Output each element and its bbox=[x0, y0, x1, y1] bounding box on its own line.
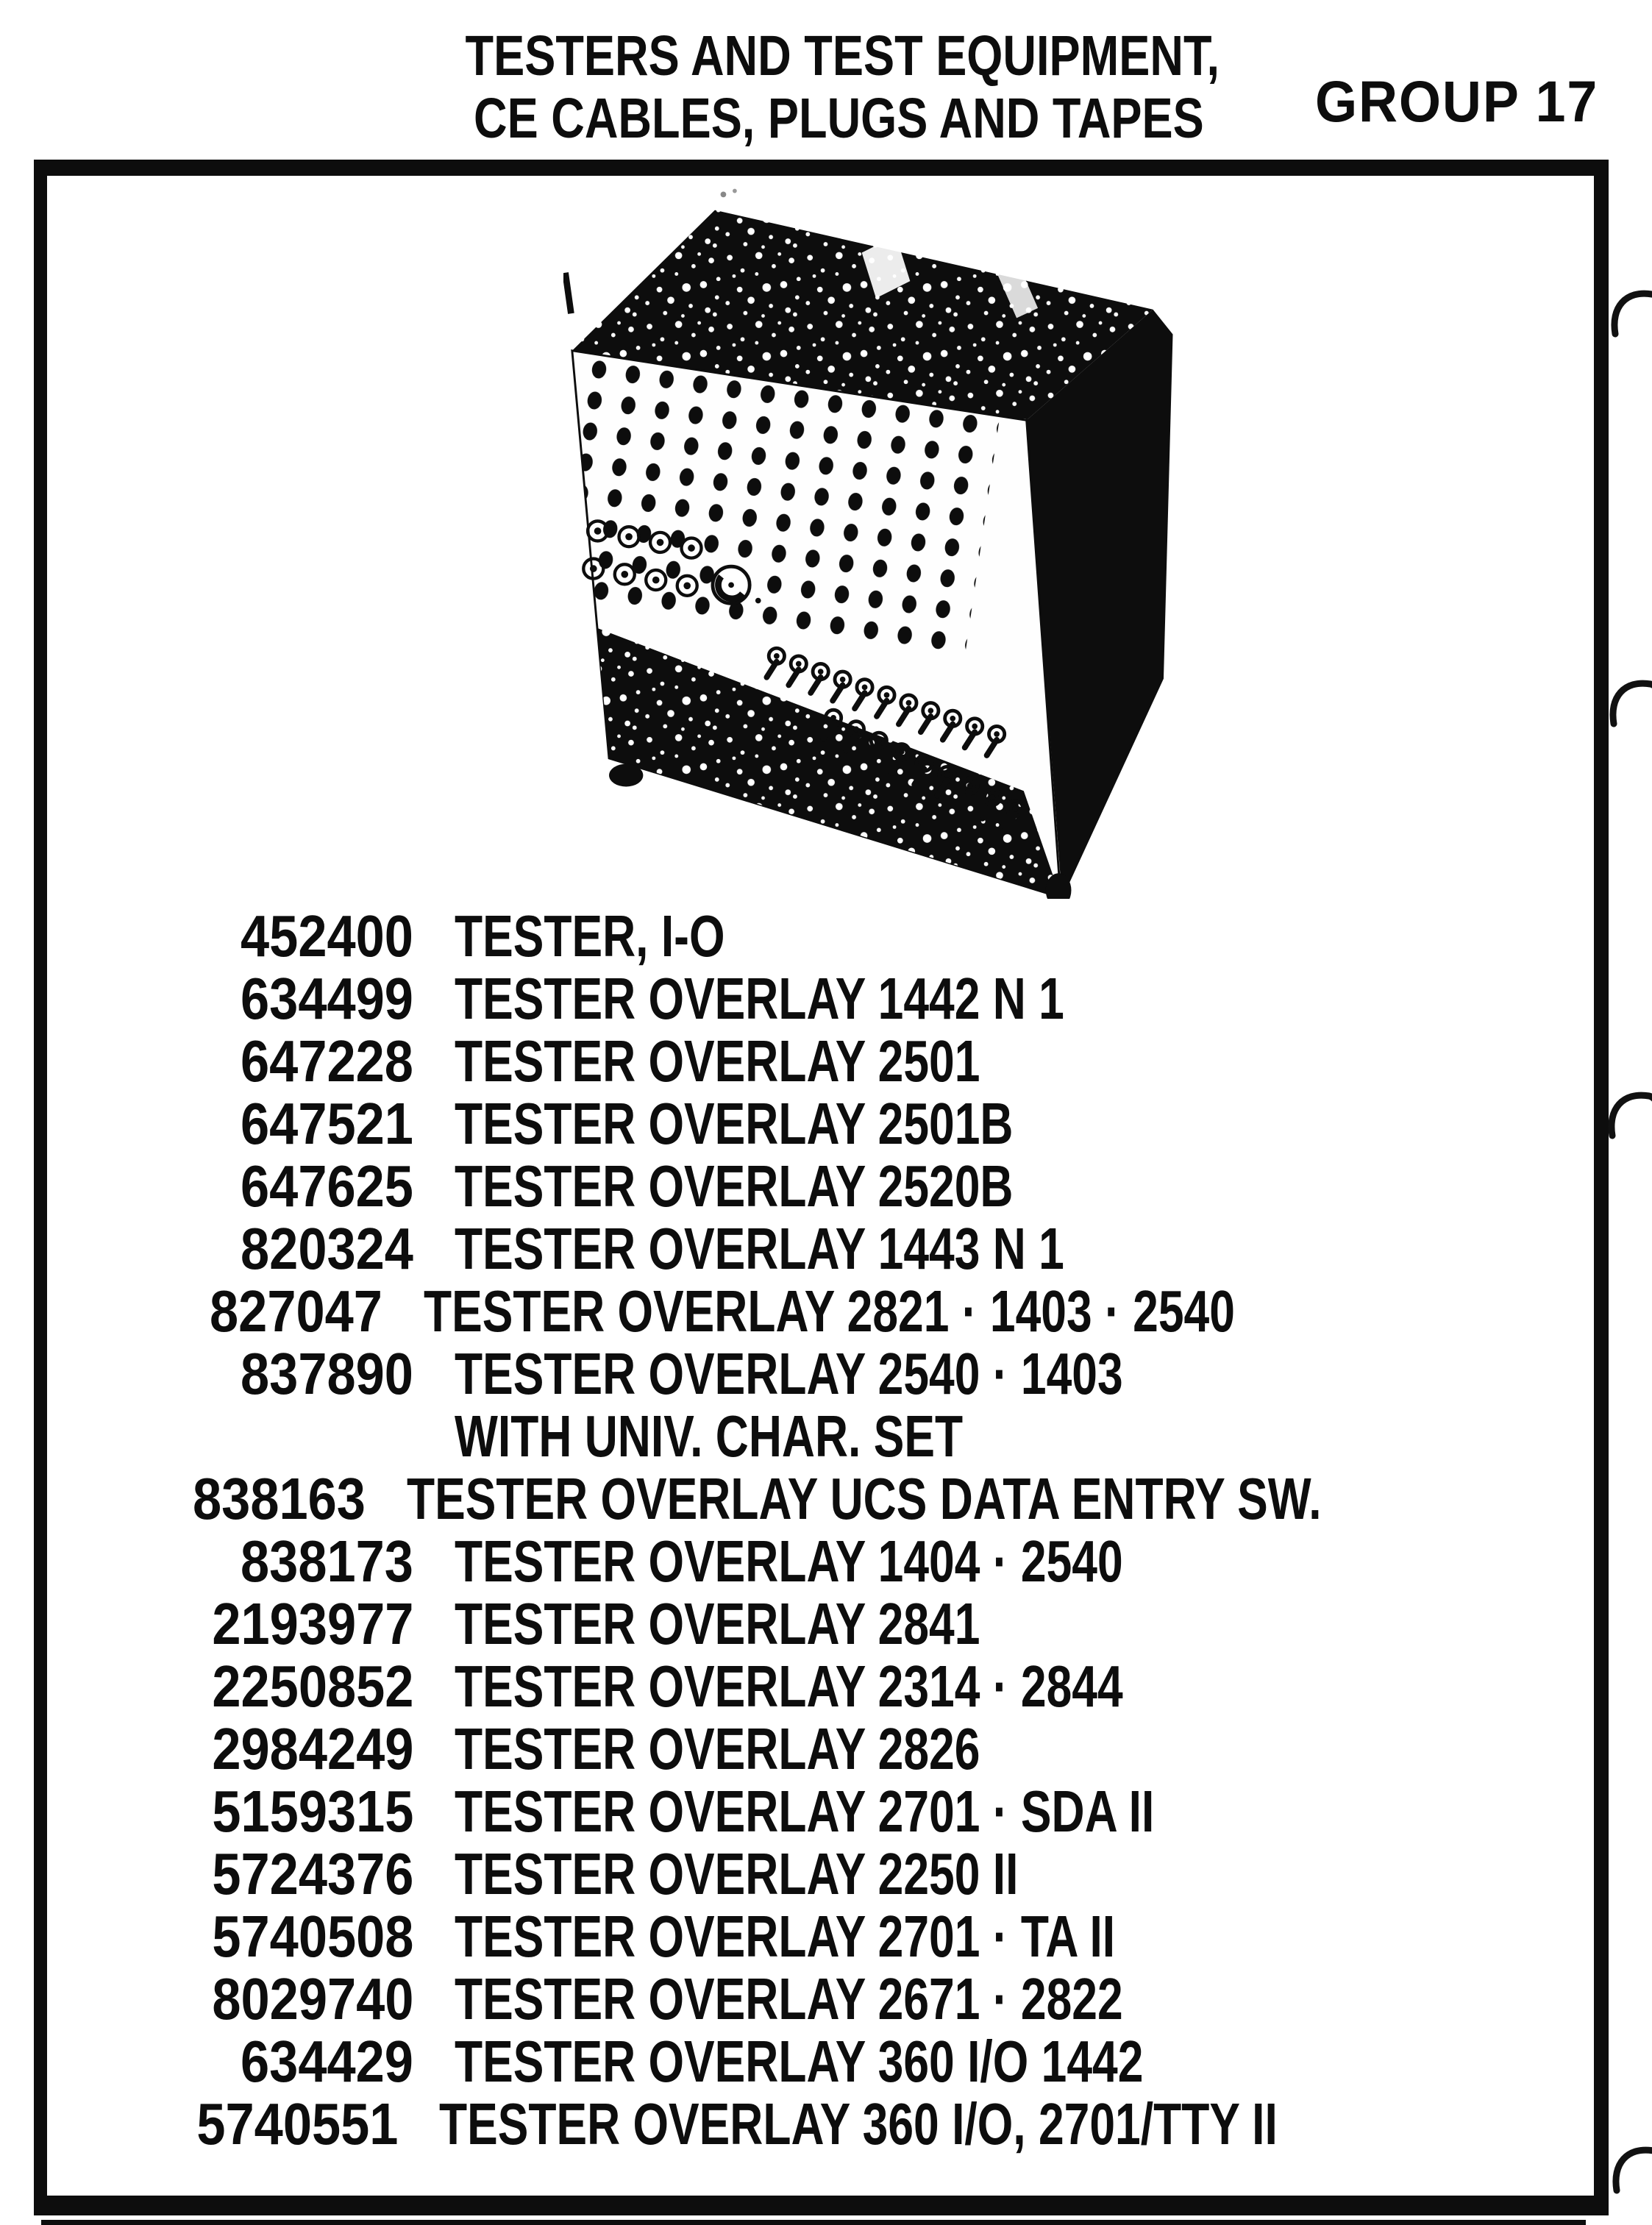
part-number: 837890 bbox=[241, 1341, 413, 1406]
part-number: 2193977 bbox=[211, 1591, 413, 1656]
part-row bbox=[169, 903, 1464, 969]
part-row bbox=[169, 1028, 1464, 1094]
group-label: GROUP 17 bbox=[1315, 68, 1599, 134]
part-number: 827047 bbox=[210, 1278, 382, 1344]
part-description: TESTER OVERLAY 360 I/O 1442 bbox=[455, 2029, 1144, 2094]
part-number: 5740508 bbox=[211, 1904, 413, 1969]
part-description: TESTER OVERLAY 2701 · TA II bbox=[455, 1904, 1116, 1969]
part-number: 647228 bbox=[241, 1028, 413, 1094]
part-number: 647625 bbox=[241, 1153, 413, 1219]
part-description: TESTER OVERLAY 2701 · SDA II bbox=[455, 1779, 1155, 1844]
part-description: TESTER OVERLAY 1442 N 1 bbox=[455, 966, 1064, 1031]
binding-mark bbox=[1608, 675, 1652, 737]
part-description: TESTER OVERLAY 2520B bbox=[455, 1153, 1014, 1219]
tester-foot-left bbox=[609, 764, 643, 787]
part-description: TESTER OVERLAY 2314 · 2844 bbox=[455, 1653, 1123, 1719]
binding-mark bbox=[1609, 285, 1652, 347]
part-row bbox=[169, 966, 1464, 1031]
page-title-line2: CE CABLES, PLUGS AND TAPES bbox=[473, 87, 1204, 150]
part-description: WITH UNIV. CHAR. SET bbox=[455, 1403, 964, 1469]
part-description: TESTER OVERLAY 2841 bbox=[455, 1591, 980, 1656]
part-description: TESTER OVERLAY UCS DATA ENTRY SW. bbox=[406, 1466, 1322, 1531]
part-row bbox=[169, 1966, 1464, 2032]
part-row bbox=[169, 1278, 1464, 1344]
next-frame-top-edge bbox=[41, 2220, 1586, 2225]
part-number: 634429 bbox=[241, 2029, 413, 2094]
part-number: 820324 bbox=[241, 1216, 413, 1281]
parts-list bbox=[169, 903, 1464, 2157]
part-row bbox=[169, 1716, 1464, 1781]
part-row bbox=[169, 1528, 1464, 1594]
part-row bbox=[169, 1466, 1464, 1531]
part-description: TESTER OVERLAY 2826 bbox=[455, 1716, 980, 1781]
part-description: TESTER OVERLAY 2501B bbox=[455, 1091, 1014, 1156]
part-row bbox=[169, 2091, 1464, 2157]
part-row bbox=[169, 1091, 1464, 1156]
part-row bbox=[169, 1653, 1464, 1719]
part-number: 5740551 bbox=[196, 2091, 399, 2157]
part-row bbox=[169, 1781, 1464, 1844]
part-row bbox=[169, 1216, 1464, 1281]
part-number bbox=[169, 1406, 413, 1467]
part-number: 2984249 bbox=[211, 1716, 413, 1781]
part-description: TESTER OVERLAY 360 I/O, 2701/TTY II bbox=[439, 2091, 1278, 2157]
part-row bbox=[169, 1904, 1464, 1969]
page-title bbox=[382, 25, 1295, 150]
part-number: 5724376 bbox=[211, 1841, 413, 1907]
io-tester-illustration bbox=[563, 182, 1189, 899]
part-description: TESTER OVERLAY 1404 · 2540 bbox=[455, 1528, 1123, 1594]
part-number: 647521 bbox=[241, 1091, 413, 1156]
binding-mark bbox=[1611, 2142, 1652, 2204]
part-number: 452400 bbox=[241, 903, 413, 969]
part-number: 838163 bbox=[193, 1466, 366, 1531]
part-description: TESTER OVERLAY 1443 N 1 bbox=[455, 1216, 1064, 1281]
part-description: TESTER OVERLAY 2250 II bbox=[455, 1841, 1019, 1907]
part-number: 634499 bbox=[241, 966, 413, 1031]
part-number: 5159315 bbox=[211, 1779, 413, 1844]
part-description: TESTER OVERLAY 2540 · 1403 bbox=[455, 1341, 1123, 1406]
part-row bbox=[169, 2029, 1464, 2094]
part-description: TESTER, I-O bbox=[455, 903, 725, 969]
page-title-line1: TESTERS AND TEST EQUIPMENT, bbox=[465, 24, 1220, 88]
part-description: TESTER OVERLAY 2671 · 2822 bbox=[455, 1966, 1123, 2032]
part-number: 838173 bbox=[241, 1528, 413, 1594]
part-row bbox=[169, 1153, 1464, 1219]
part-description: TESTER OVERLAY 2821 · 1403 · 2540 bbox=[423, 1278, 1235, 1344]
part-number: 2250852 bbox=[211, 1653, 413, 1719]
part-description: TESTER OVERLAY 2501 bbox=[455, 1028, 980, 1094]
part-row bbox=[169, 1591, 1464, 1656]
part-row bbox=[169, 1341, 1464, 1406]
part-row bbox=[169, 1841, 1464, 1907]
binding-mark bbox=[1606, 1087, 1652, 1149]
part-row-continuation bbox=[169, 1403, 1464, 1469]
part-number: 8029740 bbox=[211, 1966, 413, 2032]
